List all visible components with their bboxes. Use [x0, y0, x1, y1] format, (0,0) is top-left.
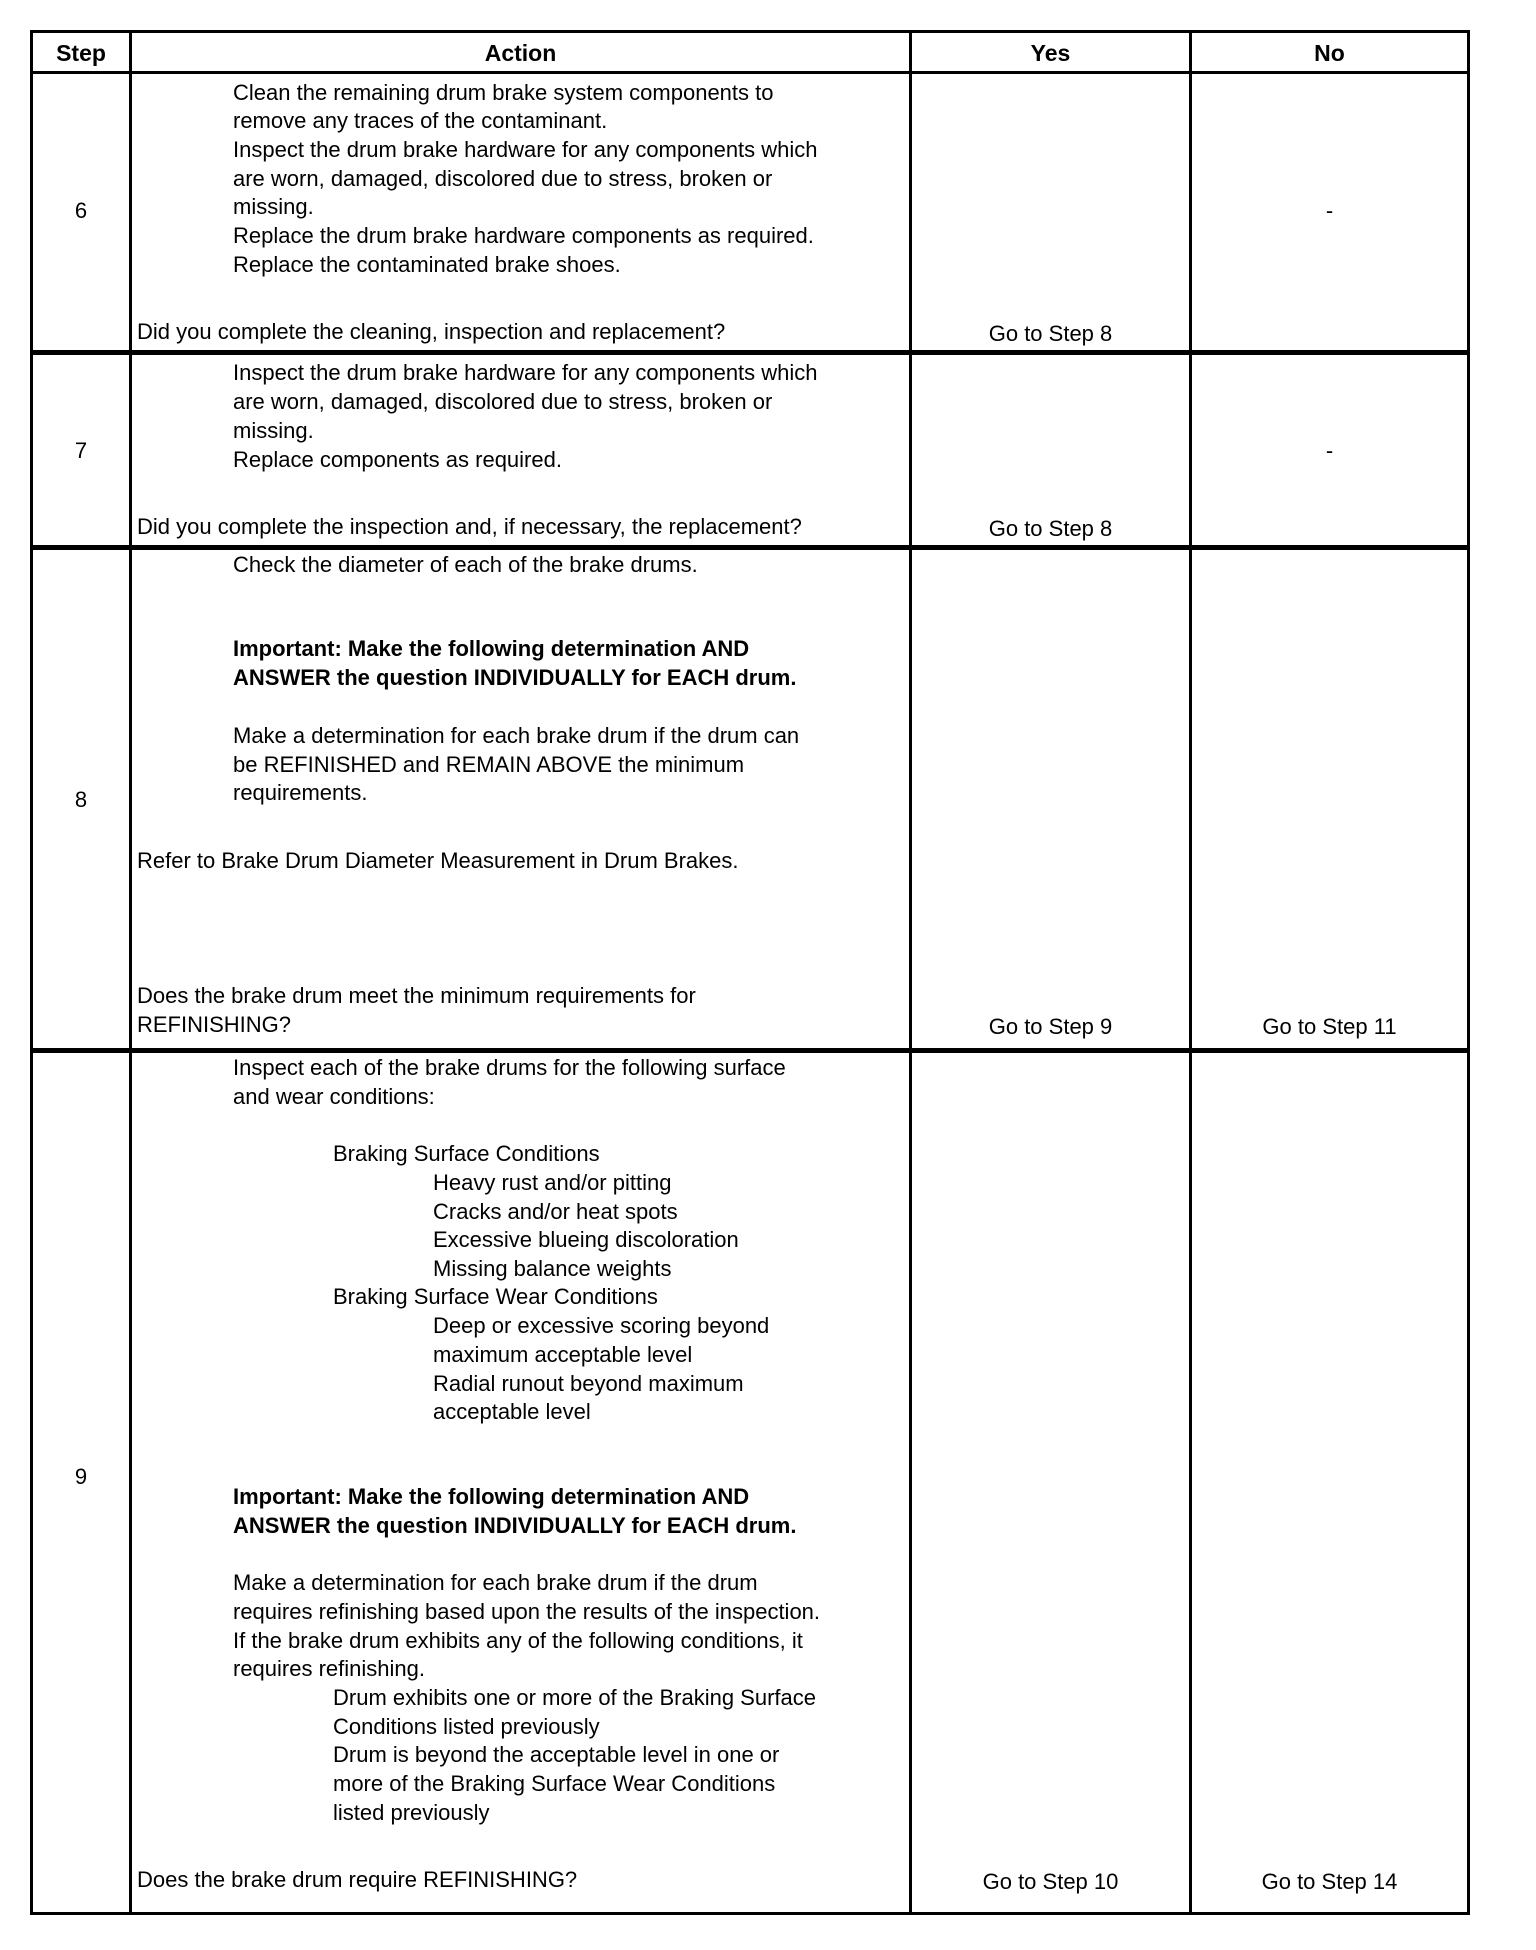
- condition-item: listed previously: [333, 1800, 490, 1825]
- yes-result: Go to Step 8: [988, 321, 1113, 346]
- action-line: Replace the drum brake hardware components as required.: [233, 223, 814, 248]
- action-line: are worn, damaged, discolored due to stress, broken or: [233, 166, 773, 191]
- step-cell: [33, 355, 132, 545]
- step-cell: [33, 74, 132, 350]
- list-item: Missing balance weights: [433, 1256, 672, 1281]
- action-line: are worn, damaged, discolored due to stress, broken or: [233, 389, 773, 414]
- action-cell: [132, 1053, 912, 1912]
- table-header-row: [33, 33, 1467, 74]
- yes-cell: [912, 1053, 1192, 1912]
- step-number: 8: [74, 787, 88, 812]
- reference-text: Refer to Brake Drum Diameter Measurement in Drum Brakes.: [137, 848, 739, 873]
- question-text: REFINISHING?: [137, 1012, 292, 1037]
- procedure-table: [30, 30, 1470, 1915]
- yes-result: Go to Step 9: [988, 1014, 1113, 1039]
- question-text: Did you complete the cleaning, inspection and replacement?: [137, 319, 726, 344]
- important-note: ANSWER the question INDIVIDUALLY for EACH drum.: [233, 665, 797, 690]
- yes-cell: [912, 355, 1192, 545]
- condition-item: more of the Braking Surface Wear Conditions: [333, 1771, 776, 1796]
- action-line: missing.: [233, 418, 314, 443]
- action-line: Clean the remaining drum brake system components to: [233, 80, 774, 105]
- yes-result: Go to Step 8: [988, 516, 1113, 541]
- important-note: Important: Make the following determination AND: [233, 636, 750, 661]
- action-line: requires refinishing based upon the results of the inspection.: [233, 1599, 821, 1624]
- no-result: -: [1325, 438, 1334, 463]
- table-row-step-6: [33, 74, 1467, 355]
- condition-item: Drum is beyond the acceptable level in one or: [333, 1742, 780, 1767]
- header-yes: Yes: [912, 33, 1192, 71]
- step-number: 9: [74, 1464, 88, 1489]
- no-cell: [1192, 1053, 1467, 1912]
- question-text: Did you complete the inspection and, if necessary, the replacement?: [137, 514, 802, 539]
- list-heading: Braking Surface Conditions: [333, 1141, 600, 1166]
- list-item: maximum acceptable level: [433, 1342, 693, 1367]
- list-item: Heavy rust and/or pitting: [433, 1170, 672, 1195]
- action-cell: [132, 355, 912, 545]
- yes-result: Go to Step 10: [982, 1869, 1119, 1894]
- important-note: ANSWER the question INDIVIDUALLY for EACH drum.: [233, 1513, 797, 1538]
- table-row-step-9: [33, 1053, 1467, 1912]
- action-line: requires refinishing.: [233, 1656, 425, 1681]
- list-item: Deep or excessive scoring beyond: [433, 1313, 770, 1338]
- condition-item: Conditions listed previously: [333, 1714, 600, 1739]
- action-line: be REFINISHED and REMAIN ABOVE the minimum: [233, 752, 745, 777]
- list-item: Cracks and/or heat spots: [433, 1199, 678, 1224]
- action-line: Inspect the drum brake hardware for any components which: [233, 137, 818, 162]
- table-row-step-8: [33, 550, 1467, 1053]
- list-item: acceptable level: [433, 1399, 591, 1424]
- list-item: Excessive blueing discoloration: [433, 1227, 739, 1252]
- step-number: 6: [74, 198, 88, 223]
- step-cell: [33, 1053, 132, 1912]
- header-action: Action: [132, 33, 912, 71]
- action-line: Replace components as required.: [233, 447, 562, 472]
- action-line: Make a determination for each brake drum if the drum: [233, 1570, 758, 1595]
- no-result: -: [1325, 198, 1334, 223]
- table-row-step-7: [33, 355, 1467, 550]
- condition-item: Drum exhibits one or more of the Braking Surface: [333, 1685, 817, 1710]
- action-line: Replace the contaminated brake shoes.: [233, 252, 621, 277]
- action-line: Inspect each of the brake drums for the following surface: [233, 1055, 786, 1080]
- action-line: Check the diameter of each of the brake drums.: [233, 552, 698, 577]
- step-number: 7: [74, 438, 88, 463]
- question-text: Does the brake drum meet the minimum requirements for: [137, 983, 696, 1008]
- question-text: Does the brake drum require REFINISHING?: [137, 1867, 578, 1892]
- action-cell: [132, 550, 912, 1048]
- yes-cell: [912, 74, 1192, 350]
- no-cell: [1192, 550, 1467, 1048]
- no-result: Go to Step 14: [1261, 1869, 1398, 1894]
- no-cell: [1192, 355, 1467, 545]
- header-no: No: [1314, 40, 1345, 66]
- no-cell: [1192, 74, 1467, 350]
- action-line: remove any traces of the contaminant.: [233, 108, 608, 133]
- action-cell: [132, 74, 912, 350]
- no-result: Go to Step 11: [1262, 1014, 1397, 1039]
- header-step: Step: [33, 33, 132, 71]
- action-line: If the brake drum exhibits any of the following conditions, it: [233, 1628, 803, 1653]
- important-note: Important: Make the following determination AND: [233, 1484, 750, 1509]
- step-cell: [33, 550, 132, 1048]
- list-item: Radial runout beyond maximum: [433, 1371, 744, 1396]
- list-heading: Braking Surface Wear Conditions: [333, 1284, 658, 1309]
- action-line: requirements.: [233, 780, 368, 805]
- action-line: Inspect the drum brake hardware for any components which: [233, 360, 818, 385]
- action-line: Make a determination for each brake drum if the drum can: [233, 723, 800, 748]
- action-line: and wear conditions:: [233, 1084, 435, 1109]
- action-line: missing.: [233, 194, 314, 219]
- yes-cell: [912, 550, 1192, 1048]
